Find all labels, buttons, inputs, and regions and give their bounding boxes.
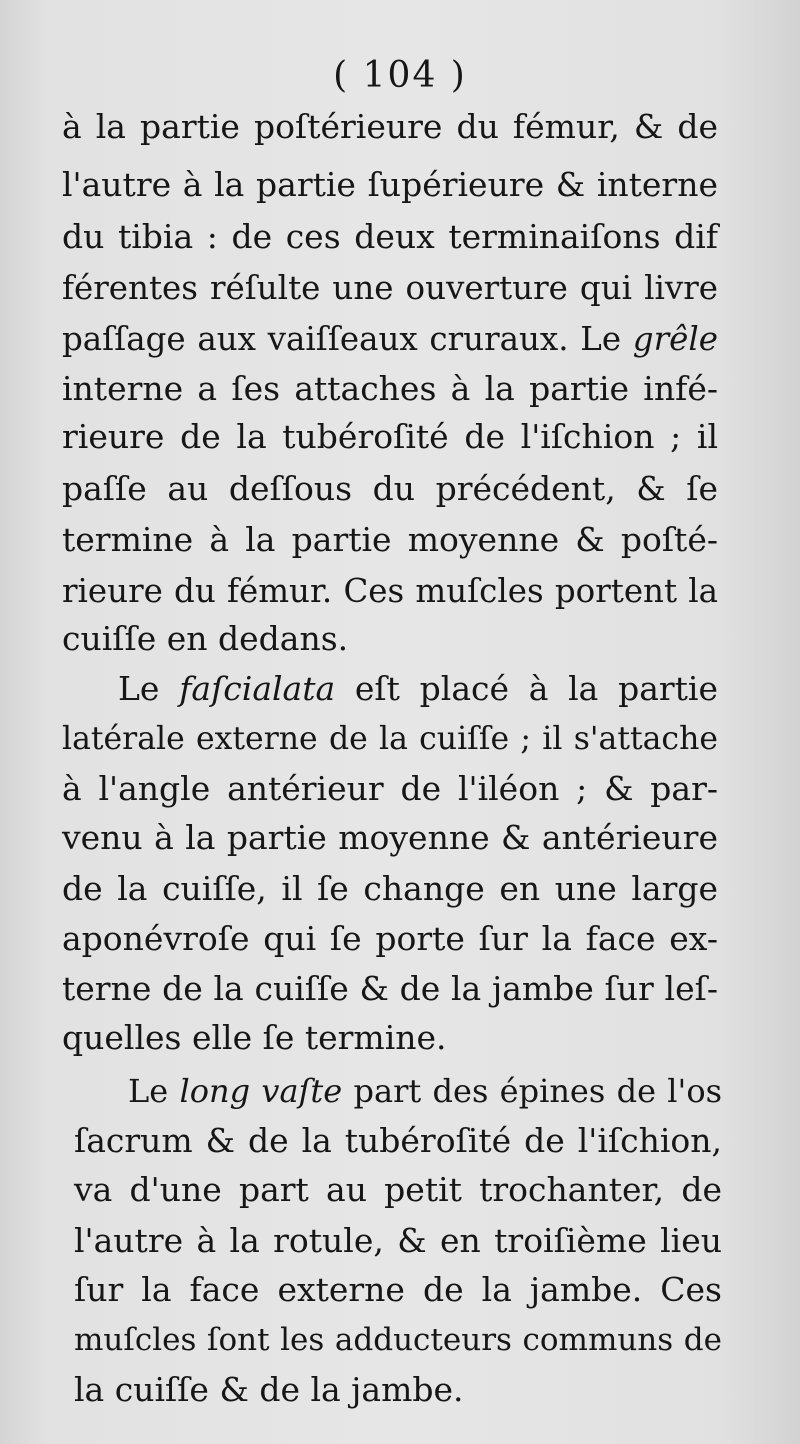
text-line: ſacrum & de la tubéroſité de l'iſchion, xyxy=(74,1121,722,1160)
text-line: l'autre à la rotule, & en troiſième lieu xyxy=(74,1221,722,1260)
text-line: à la partie poſtérieure du fémur, & de xyxy=(62,107,718,146)
text-line: termine à la partie moyenne & poſté- xyxy=(62,520,718,559)
text-line: latérale externe de la cuiſſe ; il s'attache xyxy=(62,721,718,757)
text-run: part des épines de l'os xyxy=(342,1072,723,1110)
text-line: férentes réſulte une ouverture qui livre xyxy=(62,269,718,307)
text-line xyxy=(62,314,718,364)
text-line: venu à la partie moyenne & antérieure xyxy=(62,818,718,857)
text-line: rieure du fémur. Ces muſcles portent la xyxy=(62,572,718,610)
text-line: la cuiſſe & de la jambe. xyxy=(74,1370,464,1409)
text-line: quelles elle ſe termine. xyxy=(62,1018,447,1057)
text-line: à l'angle antérieur de l'iléon ; & par- xyxy=(62,769,718,808)
text-line: de la cuiſſe, il ſe change en une large xyxy=(62,869,718,908)
text-line: va d'une part au petit trochanter, de xyxy=(74,1170,722,1209)
text-run: paſſage aux vaiſſeaux cruraux. Le xyxy=(62,320,633,358)
text-run: eſt placé à la partie xyxy=(335,669,719,708)
text-line: aponévroſe qui ſe porte ſur la face ex- xyxy=(62,919,718,958)
text-line: du tibia : de ces deux terminaiſons dif xyxy=(62,217,718,256)
page-number: ( 104 ) xyxy=(333,55,467,96)
text-line: muſcles ſont les adducteurs communs de xyxy=(74,1322,722,1358)
text-run: Le xyxy=(118,669,180,708)
text-line xyxy=(128,1066,722,1116)
text-line: ſur la face externe de la jambe. Ces xyxy=(74,1270,722,1309)
text-line: interne a ſes attaches à la partie infé- xyxy=(62,369,718,408)
text-line: rieure de la tubéroſité de l'iſchion ; il xyxy=(62,417,718,456)
text-line xyxy=(118,664,718,714)
text-run: Le xyxy=(128,1072,180,1110)
muscle-name: faſcialata xyxy=(179,669,336,708)
text-line: paſſe au deſſous du précédent, & ſe xyxy=(62,469,718,508)
text-line: cuiſſe en dedans. xyxy=(62,619,349,658)
text-line: l'autre à la partie ſupérieure & interne xyxy=(62,165,718,204)
muscle-name: grêle xyxy=(632,320,718,358)
muscle-name: long vaſte xyxy=(179,1072,343,1110)
text-line: terne de la cuiſſe & de la jambe ſur leſ- xyxy=(62,969,718,1008)
